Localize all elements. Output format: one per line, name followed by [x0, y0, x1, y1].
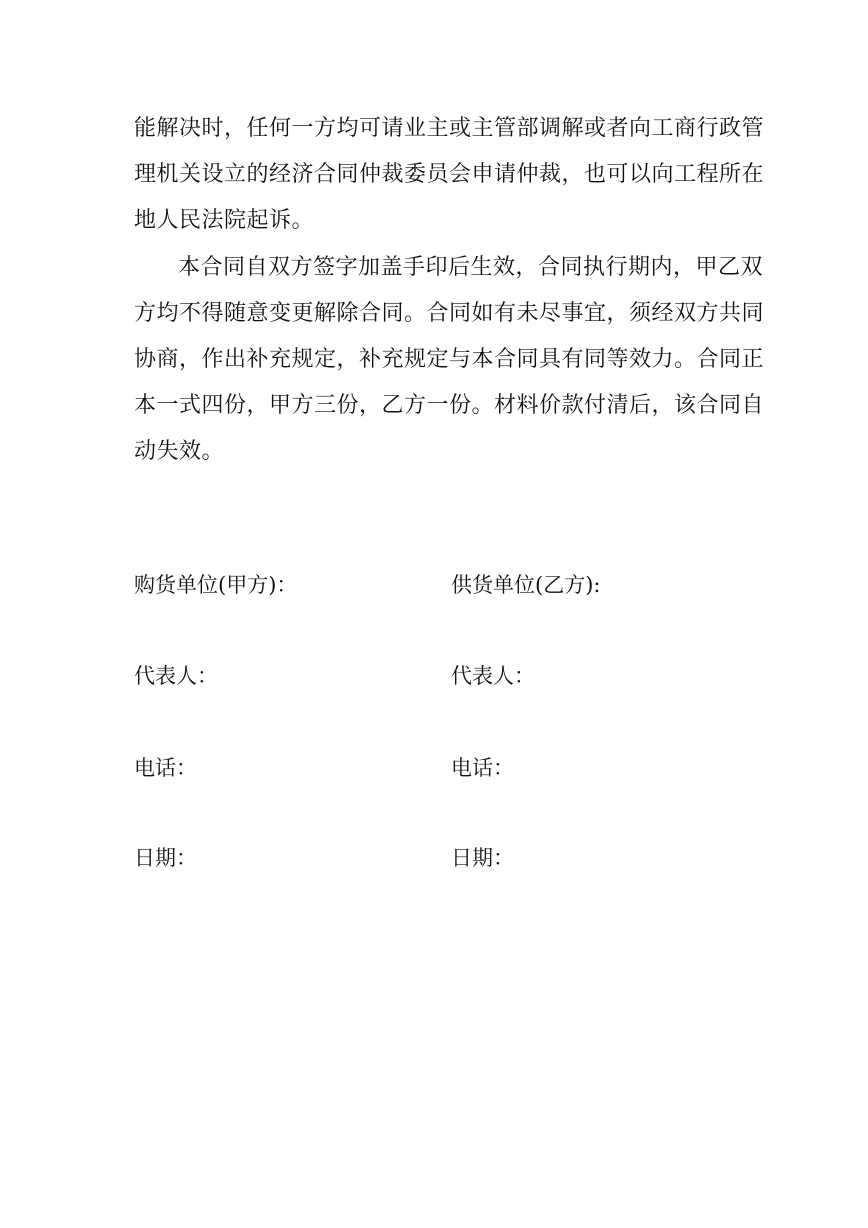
paragraph-line: 能解决时，任何一方均可请业主或主管部调解或者向工商行政管	[134, 116, 765, 141]
buyer-date-label: 日期：	[134, 846, 197, 870]
paragraph-line: 动失效。	[134, 439, 225, 464]
dispute-paragraph	[134, 106, 765, 244]
party-row	[0, 570, 868, 600]
supplier-phone-label: 电话：	[451, 756, 514, 780]
paragraph-line: 理机关设立的经济合同仲裁委员会申请仲裁，也可以向工程所在	[134, 162, 765, 187]
buyer-label: 购货单位(甲方)：	[134, 573, 298, 597]
validity-paragraph	[134, 245, 765, 475]
buyer-phone-label: 电话：	[134, 756, 197, 780]
paragraph-line: 协商，作出补充规定，补充规定与本合同具有同等效力。合同正	[134, 347, 765, 372]
paragraph-line: 方均不得随意变更解除合同。合同如有未尽事宜，须经双方共同	[134, 301, 765, 326]
paragraph-line: 地人民法院起诉。	[134, 208, 315, 233]
phone-row	[0, 753, 868, 783]
supplier-label: 供货单位(乙方):	[451, 573, 601, 597]
supplier-representative-label: 代表人：	[451, 664, 535, 688]
paragraph-line: 本合同自双方签字加盖手印后生效，合同执行期内，甲乙双	[178, 255, 764, 280]
representative-row	[0, 661, 868, 691]
buyer-representative-label: 代表人：	[134, 664, 218, 688]
supplier-date-label: 日期：	[451, 846, 514, 870]
paragraph-line: 本一式四份，甲方三份，乙方一份。材料价款付清后，该合同自	[134, 393, 765, 418]
date-row	[0, 843, 868, 873]
